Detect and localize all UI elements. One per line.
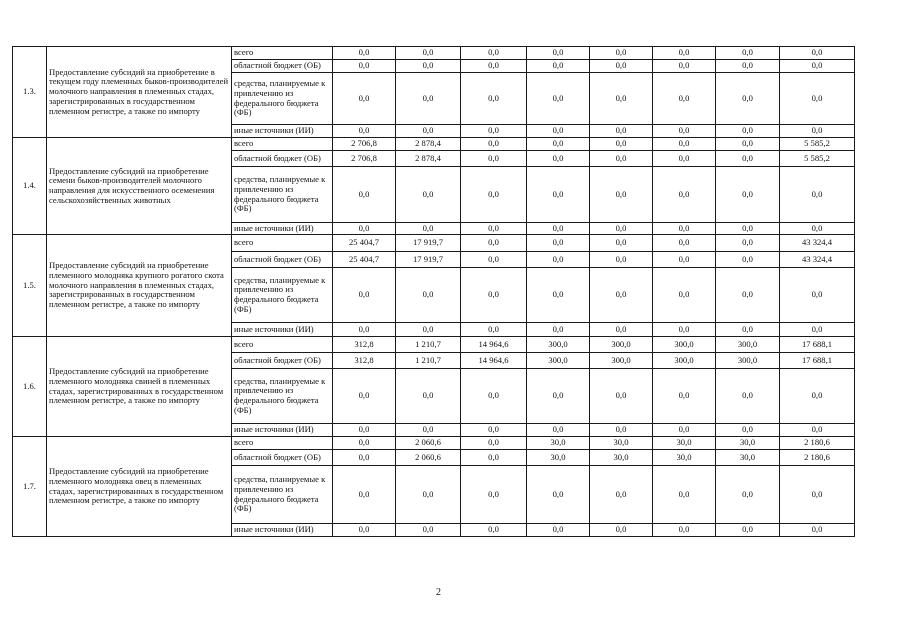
table-row xyxy=(13,47,855,60)
year-value-cell: 0,0 xyxy=(396,73,461,125)
year-value-cell: 0,0 xyxy=(590,252,653,268)
year-value-cell: 0,0 xyxy=(590,125,653,138)
measure-description: Предоставление субсидий на приобретение в текущем году племенных быков-производителей молочного направления в племенных стадах, зарегистрированных в государственном племенном регистре, а также по импорту xyxy=(47,47,232,138)
total-cell: 0,0 xyxy=(780,60,855,73)
funding-source-label: иные источники (ИИ) xyxy=(232,125,333,138)
funding-source-label: областной бюджет (ОБ) xyxy=(232,252,333,268)
year-value-cell: 0,0 xyxy=(590,369,653,424)
year-value-cell: 0,0 xyxy=(461,524,527,537)
year-value-cell: 0,0 xyxy=(590,47,653,60)
year-value-cell: 30,0 xyxy=(653,437,716,450)
year-value-cell: 14 964,6 xyxy=(461,337,527,353)
year-value-cell: 0,0 xyxy=(461,125,527,138)
year-value-cell: 0,0 xyxy=(396,369,461,424)
year-value-cell: 0,0 xyxy=(653,138,716,151)
year-value-cell: 0,0 xyxy=(590,466,653,524)
year-value-cell: 0,0 xyxy=(396,223,461,235)
year-value-cell: 14 964,6 xyxy=(461,353,527,369)
year-value-cell: 0,0 xyxy=(396,125,461,138)
year-value-cell: 0,0 xyxy=(333,437,396,450)
year-value-cell: 0,0 xyxy=(396,424,461,437)
year-value-cell: 0,0 xyxy=(590,235,653,252)
funding-source-label: областной бюджет (ОБ) xyxy=(232,353,333,369)
year-value-cell: 0,0 xyxy=(461,268,527,323)
year-value-cell: 0,0 xyxy=(653,524,716,537)
funding-source-label: областной бюджет (ОБ) xyxy=(232,151,333,167)
year-value-cell: 0,0 xyxy=(527,268,590,323)
year-value-cell: 0,0 xyxy=(461,223,527,235)
total-cell: 0,0 xyxy=(780,125,855,138)
year-value-cell: 0,0 xyxy=(716,323,780,337)
year-value-cell: 0,0 xyxy=(333,323,396,337)
year-value-cell: 2 060,6 xyxy=(396,450,461,466)
year-value-cell: 30,0 xyxy=(527,450,590,466)
year-value-cell: 0,0 xyxy=(527,369,590,424)
year-value-cell: 0,0 xyxy=(527,151,590,167)
funding-source-label: средства, планируемые к привлечению из федерального бюджета (ФБ) xyxy=(232,268,333,323)
year-value-cell: 17 919,7 xyxy=(396,235,461,252)
year-value-cell: 0,0 xyxy=(716,466,780,524)
row-number: 1.6. xyxy=(13,337,47,437)
total-cell: 43 324,4 xyxy=(780,235,855,252)
year-value-cell: 0,0 xyxy=(461,235,527,252)
total-cell: 2 180,6 xyxy=(780,437,855,450)
year-value-cell: 0,0 xyxy=(527,125,590,138)
total-cell: 0,0 xyxy=(780,323,855,337)
year-value-cell: 0,0 xyxy=(653,60,716,73)
funding-source-label: средства, планируемые к привлечению из федерального бюджета (ФБ) xyxy=(232,369,333,424)
total-cell: 0,0 xyxy=(780,47,855,60)
year-value-cell: 2 878,4 xyxy=(396,151,461,167)
measure-description: Предоставление субсидий на приобретение племенного молодняка свиней в племенных стадах, зарегистрированных в государственном племенном регистре, а также по импорту xyxy=(47,337,232,437)
year-value-cell: 0,0 xyxy=(716,125,780,138)
total-cell: 0,0 xyxy=(780,369,855,424)
year-value-cell: 25 404,7 xyxy=(333,252,396,268)
year-value-cell: 0,0 xyxy=(333,524,396,537)
year-value-cell: 0,0 xyxy=(461,47,527,60)
year-value-cell: 0,0 xyxy=(653,252,716,268)
total-cell: 5 585,2 xyxy=(780,151,855,167)
year-value-cell: 0,0 xyxy=(461,424,527,437)
year-value-cell: 300,0 xyxy=(527,353,590,369)
year-value-cell: 0,0 xyxy=(716,252,780,268)
funding-source-label: всего xyxy=(232,337,333,353)
measure-description: Предоставление субсидий на приобретение племенного молодняка крупного рогатого скота молочного направления в племенных стадах, зарегистрированных в государственном племенном регистре, а также по импорту xyxy=(47,235,232,337)
funding-source-label: иные источники (ИИ) xyxy=(232,524,333,537)
total-cell: 2 180,6 xyxy=(780,450,855,466)
table-row xyxy=(13,138,855,151)
year-value-cell: 0,0 xyxy=(527,73,590,125)
year-value-cell: 30,0 xyxy=(590,450,653,466)
year-value-cell: 1 210,7 xyxy=(396,337,461,353)
year-value-cell: 0,0 xyxy=(461,450,527,466)
year-value-cell: 0,0 xyxy=(653,47,716,60)
total-cell: 0,0 xyxy=(780,223,855,235)
year-value-cell: 0,0 xyxy=(333,424,396,437)
year-value-cell: 0,0 xyxy=(527,524,590,537)
funding-source-label: иные источники (ИИ) xyxy=(232,223,333,235)
year-value-cell: 0,0 xyxy=(653,268,716,323)
row-number: 1.4. xyxy=(13,138,47,235)
funding-source-label: иные источники (ИИ) xyxy=(232,323,333,337)
year-value-cell: 0,0 xyxy=(590,223,653,235)
year-value-cell: 300,0 xyxy=(716,353,780,369)
year-value-cell: 0,0 xyxy=(716,47,780,60)
year-value-cell: 0,0 xyxy=(653,323,716,337)
table-row xyxy=(13,337,855,353)
year-value-cell: 0,0 xyxy=(590,151,653,167)
funding-source-label: областной бюджет (ОБ) xyxy=(232,450,333,466)
total-cell: 43 324,4 xyxy=(780,252,855,268)
year-value-cell: 0,0 xyxy=(653,424,716,437)
year-value-cell: 0,0 xyxy=(461,73,527,125)
funding-source-label: средства, планируемые к привлечению из федерального бюджета (ФБ) xyxy=(232,73,333,125)
year-value-cell: 0,0 xyxy=(653,151,716,167)
funding-source-label: иные источники (ИИ) xyxy=(232,424,333,437)
year-value-cell: 0,0 xyxy=(653,223,716,235)
year-value-cell: 2 878,4 xyxy=(396,138,461,151)
year-value-cell: 0,0 xyxy=(333,167,396,223)
year-value-cell: 0,0 xyxy=(716,524,780,537)
year-value-cell: 0,0 xyxy=(333,47,396,60)
year-value-cell: 30,0 xyxy=(716,437,780,450)
year-value-cell: 0,0 xyxy=(527,223,590,235)
year-value-cell: 0,0 xyxy=(396,47,461,60)
year-value-cell: 30,0 xyxy=(527,437,590,450)
year-value-cell: 0,0 xyxy=(716,369,780,424)
year-value-cell: 0,0 xyxy=(590,524,653,537)
year-value-cell: 2 706,8 xyxy=(333,138,396,151)
year-value-cell: 0,0 xyxy=(590,323,653,337)
year-value-cell: 0,0 xyxy=(653,466,716,524)
year-value-cell: 0,0 xyxy=(461,151,527,167)
year-value-cell: 30,0 xyxy=(716,450,780,466)
year-value-cell: 0,0 xyxy=(653,125,716,138)
year-value-cell: 300,0 xyxy=(653,337,716,353)
year-value-cell: 0,0 xyxy=(716,73,780,125)
year-value-cell: 0,0 xyxy=(396,60,461,73)
year-value-cell: 0,0 xyxy=(527,323,590,337)
year-value-cell: 0,0 xyxy=(590,73,653,125)
year-value-cell: 0,0 xyxy=(461,369,527,424)
total-cell: 0,0 xyxy=(780,167,855,223)
year-value-cell: 312,8 xyxy=(333,353,396,369)
year-value-cell: 300,0 xyxy=(716,337,780,353)
year-value-cell: 0,0 xyxy=(716,268,780,323)
year-value-cell: 0,0 xyxy=(333,268,396,323)
year-value-cell: 0,0 xyxy=(461,138,527,151)
total-cell: 0,0 xyxy=(780,524,855,537)
funding-source-label: средства, планируемые к привлечению из федерального бюджета (ФБ) xyxy=(232,466,333,524)
year-value-cell: 0,0 xyxy=(333,466,396,524)
year-value-cell: 2 060,6 xyxy=(396,437,461,450)
year-value-cell: 312,8 xyxy=(333,337,396,353)
year-value-cell: 0,0 xyxy=(590,138,653,151)
funding-source-label: всего xyxy=(232,47,333,60)
year-value-cell: 0,0 xyxy=(527,138,590,151)
year-value-cell: 1 210,7 xyxy=(396,353,461,369)
total-cell: 0,0 xyxy=(780,268,855,323)
year-value-cell: 0,0 xyxy=(716,235,780,252)
year-value-cell: 300,0 xyxy=(653,353,716,369)
year-value-cell: 0,0 xyxy=(396,167,461,223)
year-value-cell: 0,0 xyxy=(653,73,716,125)
page-number: 2 xyxy=(436,587,441,598)
year-value-cell: 0,0 xyxy=(716,167,780,223)
total-cell: 17 688,1 xyxy=(780,337,855,353)
year-value-cell: 0,0 xyxy=(716,151,780,167)
total-cell: 0,0 xyxy=(780,466,855,524)
year-value-cell: 0,0 xyxy=(653,167,716,223)
measure-description: Предоставление субсидий на приобретение семени быков-производителей молочного направления для искусственного осеменения сельскохозяйственных животных xyxy=(47,138,232,235)
year-value-cell: 0,0 xyxy=(461,466,527,524)
total-cell: 17 688,1 xyxy=(780,353,855,369)
year-value-cell: 30,0 xyxy=(653,450,716,466)
measure-description: Предоставление субсидий на приобретение племенного молодняка овец в племенных стадах, зарегистрированных в государственном племенном регистре, а также по импорту xyxy=(47,437,232,537)
year-value-cell: 300,0 xyxy=(590,353,653,369)
year-value-cell: 2 706,8 xyxy=(333,151,396,167)
year-value-cell: 17 919,7 xyxy=(396,252,461,268)
year-value-cell: 0,0 xyxy=(653,369,716,424)
year-value-cell: 0,0 xyxy=(590,424,653,437)
year-value-cell: 0,0 xyxy=(527,466,590,524)
year-value-cell: 0,0 xyxy=(333,60,396,73)
funding-source-label: средства, планируемые к привлечению из федерального бюджета (ФБ) xyxy=(232,167,333,223)
row-number: 1.7. xyxy=(13,437,47,537)
year-value-cell: 30,0 xyxy=(590,437,653,450)
row-number: 1.5. xyxy=(13,235,47,337)
year-value-cell: 0,0 xyxy=(396,268,461,323)
year-value-cell: 0,0 xyxy=(590,60,653,73)
year-value-cell: 0,0 xyxy=(396,466,461,524)
funding-source-label: всего xyxy=(232,235,333,252)
year-value-cell: 300,0 xyxy=(590,337,653,353)
year-value-cell: 0,0 xyxy=(396,323,461,337)
year-value-cell: 0,0 xyxy=(527,252,590,268)
year-value-cell: 0,0 xyxy=(527,60,590,73)
year-value-cell: 0,0 xyxy=(716,60,780,73)
funding-source-label: всего xyxy=(232,138,333,151)
table-row xyxy=(13,437,855,450)
table-body xyxy=(13,47,855,537)
year-value-cell: 0,0 xyxy=(527,47,590,60)
funding-source-label: всего xyxy=(232,437,333,450)
year-value-cell: 0,0 xyxy=(461,167,527,223)
year-value-cell: 0,0 xyxy=(461,60,527,73)
year-value-cell: 0,0 xyxy=(333,223,396,235)
year-value-cell: 0,0 xyxy=(333,369,396,424)
year-value-cell: 300,0 xyxy=(527,337,590,353)
year-value-cell: 0,0 xyxy=(461,437,527,450)
year-value-cell: 0,0 xyxy=(653,235,716,252)
year-value-cell: 0,0 xyxy=(716,424,780,437)
table-row xyxy=(13,235,855,252)
budget-table xyxy=(12,46,855,537)
year-value-cell: 0,0 xyxy=(527,424,590,437)
row-number: 1.3. xyxy=(13,47,47,138)
year-value-cell: 0,0 xyxy=(396,524,461,537)
total-cell: 0,0 xyxy=(780,424,855,437)
year-value-cell: 25 404,7 xyxy=(333,235,396,252)
funding-source-label: областной бюджет (ОБ) xyxy=(232,60,333,73)
year-value-cell: 0,0 xyxy=(527,235,590,252)
year-value-cell: 0,0 xyxy=(716,223,780,235)
total-cell: 0,0 xyxy=(780,73,855,125)
year-value-cell: 0,0 xyxy=(716,138,780,151)
year-value-cell: 0,0 xyxy=(527,167,590,223)
total-cell: 5 585,2 xyxy=(780,138,855,151)
year-value-cell: 0,0 xyxy=(461,252,527,268)
year-value-cell: 0,0 xyxy=(461,323,527,337)
year-value-cell: 0,0 xyxy=(333,73,396,125)
year-value-cell: 0,0 xyxy=(333,450,396,466)
year-value-cell: 0,0 xyxy=(333,125,396,138)
year-value-cell: 0,0 xyxy=(590,167,653,223)
year-value-cell: 0,0 xyxy=(590,268,653,323)
